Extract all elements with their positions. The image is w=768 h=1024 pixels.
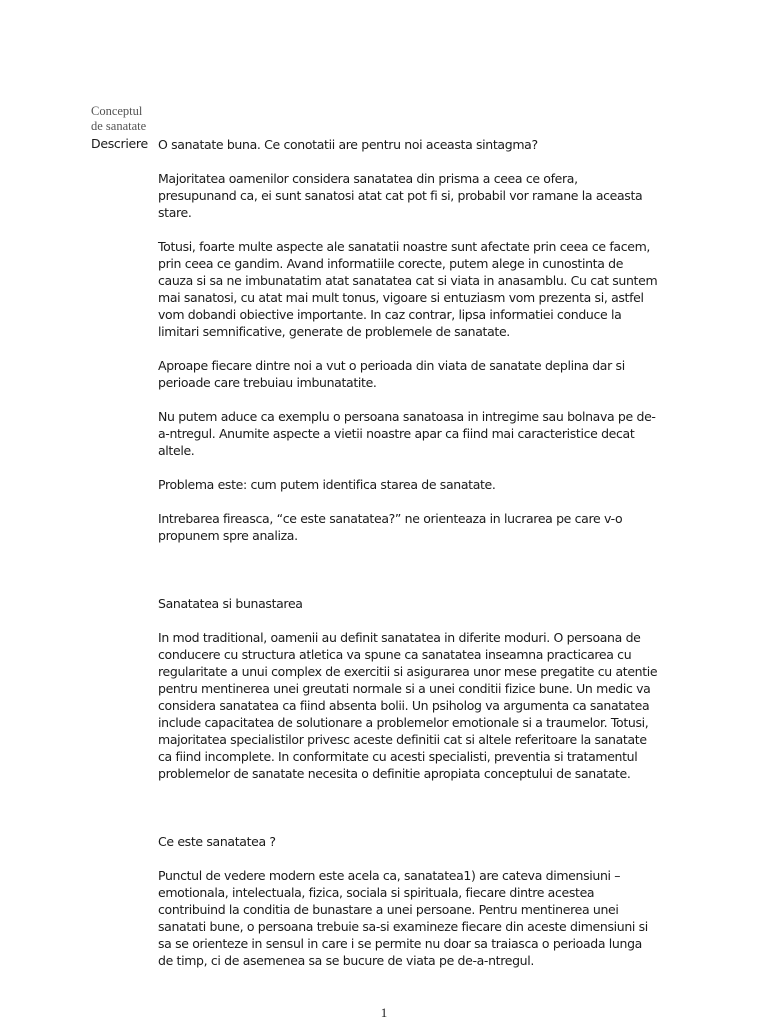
intro-paragraph-5: Problema este: cum putem identifica starea de sanatate. <box>158 477 496 492</box>
page-number: 1 <box>380 1005 388 1020</box>
document-body <box>158 136 658 969</box>
intro-question: O sanatate buna. Ce conotatii are pentru noi aceasta sintagma? <box>158 137 538 152</box>
intro-paragraph-6: Intrebarea fireasca, “ce este sanatatea?” ne orienteaza in lucrarea pe care v-o propunem spre analiza. <box>158 511 623 543</box>
document-heading: Conceptul de sanatate <box>91 104 147 133</box>
intro-paragraph-1: Majoritatea oamenilor considera sanatatea din prisma a ceea ce ofera, presupunand ca, ei sunt sanatosi atat cat pot fi si, probabil vor ramane la aceasta stare. <box>158 171 643 220</box>
section-title-ce-este-sanatatea: Ce este sanatatea ? <box>158 834 276 849</box>
section-label-descriere: Descriere <box>91 136 148 151</box>
intro-paragraph-4: Nu putem aduce ca exemplu o persoana sanatoasa in intregime sau bolnava pe de-a-ntregul. Anumite aspecte a vietii noastre apar ca fiind mai caracteristice decat altele. <box>158 409 656 458</box>
section-2-paragraph: Punctul de vedere modern este acela ca, sanatatea1) are cateva dimensiuni – emotionala, intelectuala, fizica, sociala si spirituala, fiecare dintre acestea contribuind la conditia de bunastare a unei persoane. Pentru mentinerea unei sanatati bune, o persoana trebuie sa-si examineze fiecare din aceste dimensiuni si sa se orienteze in sensul in care i se permite nu doar sa traiasca o perioada lunga de timp, ci de asemenea sa se bucure de viata pe de-a-ntregul. <box>158 868 648 968</box>
intro-paragraph-2: Totusi, foarte multe aspecte ale sanatatii noastre sunt afectate prin ceea ce facem, prin ceea ce gandim. Avand informatiile corecte, putem alege in cunostinta de cauza si sa ne imbunatatim atat sanatatea cat si viata in anasamblu. Cu cat suntem mai sanatosi, cu atat mai mult tonus, vigoare si entuziasm vom prezenta si, astfel vom dobandi obiective importante. In caz contrar, lipsa informatiei conduce la limitari semnificative, generate de problemele de sanatate. <box>158 239 658 339</box>
intro-paragraph-3: Aproape fiecare dintre noi a vut o perioada din viata de sanatate deplina dar si perioade care trebuiau imbunatatite. <box>158 358 625 390</box>
section-1-paragraph: In mod traditional, oamenii au definit sanatatea in diferite moduri. O persoana de conducere cu structura atletica va spune ca sanatatea inseamna practicarea cu regularitate a unui complex de exercitii si asigurarea unor mese pregatite cu atentie pentru mentinerea unei greutati normale si a unei conditii fizice bune. Un medic va considera sanatatea ca fiind absenta bolii. Un psiholog va argumenta ca sanatatea include capacitatea de solutionare a problemelor emotionale si a traumelor. Totusi, majoritatea specialistilor privesc aceste definitii cat si altele referitoare la sanatate ca fiind incomplete. In conformitate cu acesti specialisti, preventia si tratamentul problemelor de sanatate necesita o definitie apropiata conceptului de sanatate. <box>158 630 658 781</box>
section-title-sanatatea-si-bunastarea: Sanatatea si bunastarea <box>158 596 303 611</box>
